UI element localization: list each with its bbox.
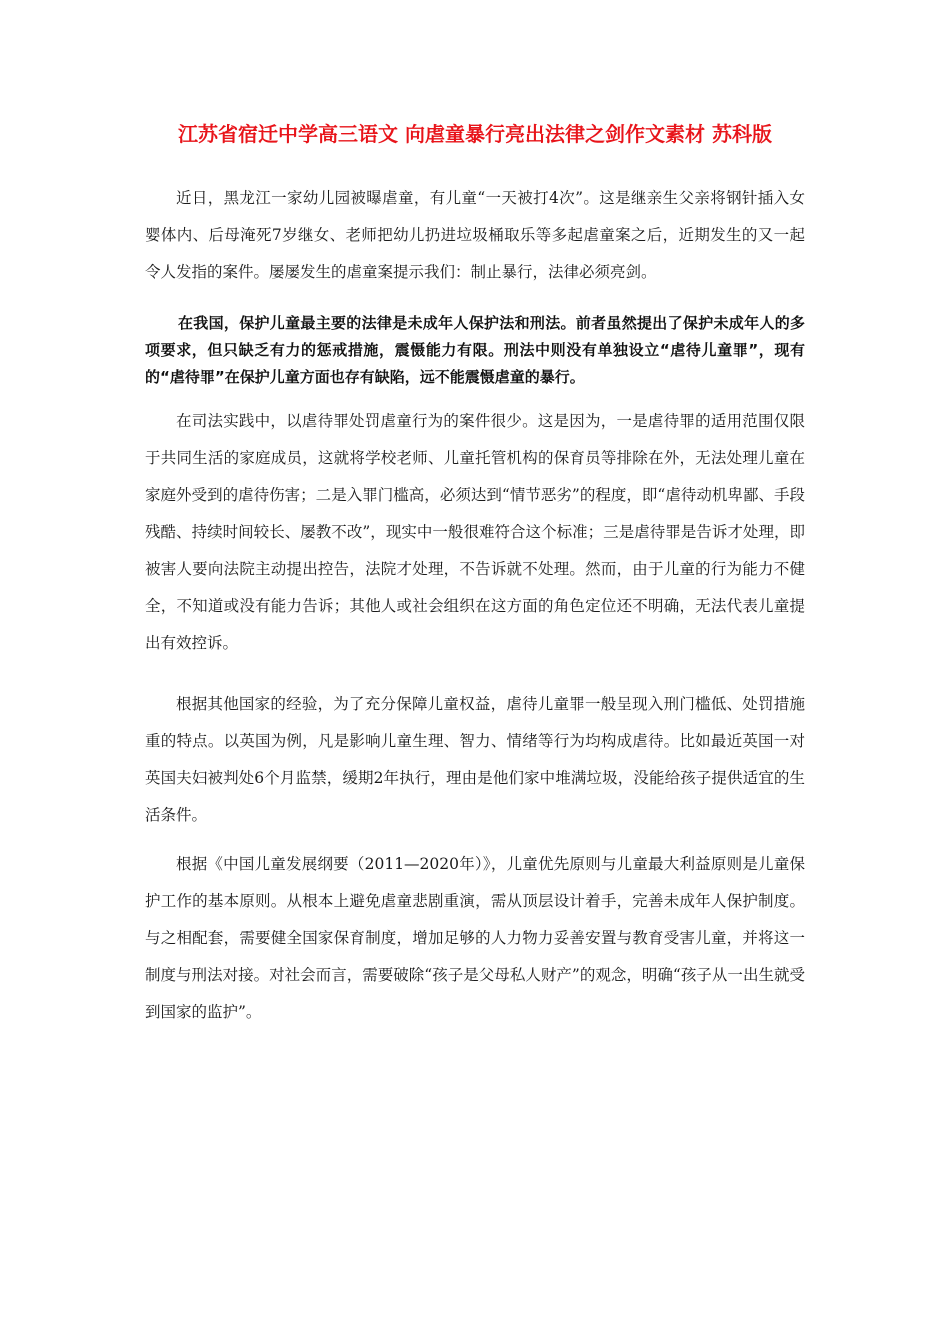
paragraph-recommendations: 根据《中国儿童发展纲要（2011—2020年）》，儿童优先原则与儿童最大利益原则是儿童保护工作的基本原则。从根本上避免虐童悲剧重演，需从顶层设计着手，完善未成年人保护制度。与之相配套，需要健全国家保育制度，增加足够的人力物力妥善安置与教育受害儿童，并将这一制度与刑法对接。对社会而言，需要破除“孩子是父母私人财产”的观念，明确“孩子从一出生就受到国家的监护”。 — [145, 855, 805, 1021]
paragraph-judicial-practice: 在司法实践中，以虐待罪处罚虐童行为的案件很少。这是因为，一是虐待罪的适用范围仅限于共同生活的家庭成员，这就将学校老师、儿童托管机构的保育员等排除在外，无法处理儿童在家庭外受到的虐待伤害；二是入罪门槛高，必须达到“情节恶劣”的程度，即“虐待动机卑鄙、手段残酷、持续时间较长、屡教不改”，现实中一般很难符合这个标准；三是虐待罪是告诉才处理，即被害人要向法院主动提出控告，法院才处理，不告诉就不处理。然而，由于儿童的行为能力不健全，不知道或没有能力告诉；其他人或社会组织在这方面的角色定位还不明确，无法代表儿童提出有效控诉。 — [145, 412, 805, 652]
paragraph-laws: 在我国，保护儿童最主要的法律是未成年人保护法和刑法。前者虽然提出了保护未成年人的多项要求，但只缺乏有力的惩戒措施，震慑能力有限。刑法中则没有单独设立“虐待儿童罪”，现有的“虐待罪”在保护儿童方面也存有缺陷，远不能震慑虐童的暴行。 — [145, 314, 805, 386]
paragraph-foreign-experience: 根据其他国家的经验，为了充分保障儿童权益，虐待儿童罪一般呈现入刑门槛低、处罚措施重的特点。以英国为例，凡是影响儿童生理、智力、情绪等行为均构成虐待。比如最近英国一对英国夫妇被判处6个月监禁，缓期2年执行，理由是他们家中堆满垃圾，没能给孩子提供适宜的生活条件。 — [145, 695, 805, 824]
document-title: 江苏省宿迁中学高三语文 向虐童暴行亮出法律之剑作文素材 苏科版 — [178, 122, 772, 146]
paragraph-intro: 近日，黑龙江一家幼儿园被曝虐童，有儿童“一天被打4次”。这是继亲生父亲将钢针插入女婴体内、后母淹死7岁继女、老师把幼儿扔进垃圾桶取乐等多起虐童案之后，近期发生的又一起令人发指的案件。屡屡发生的虐童案提示我们：制止暴行，法律必须亮剑。 — [145, 189, 805, 281]
